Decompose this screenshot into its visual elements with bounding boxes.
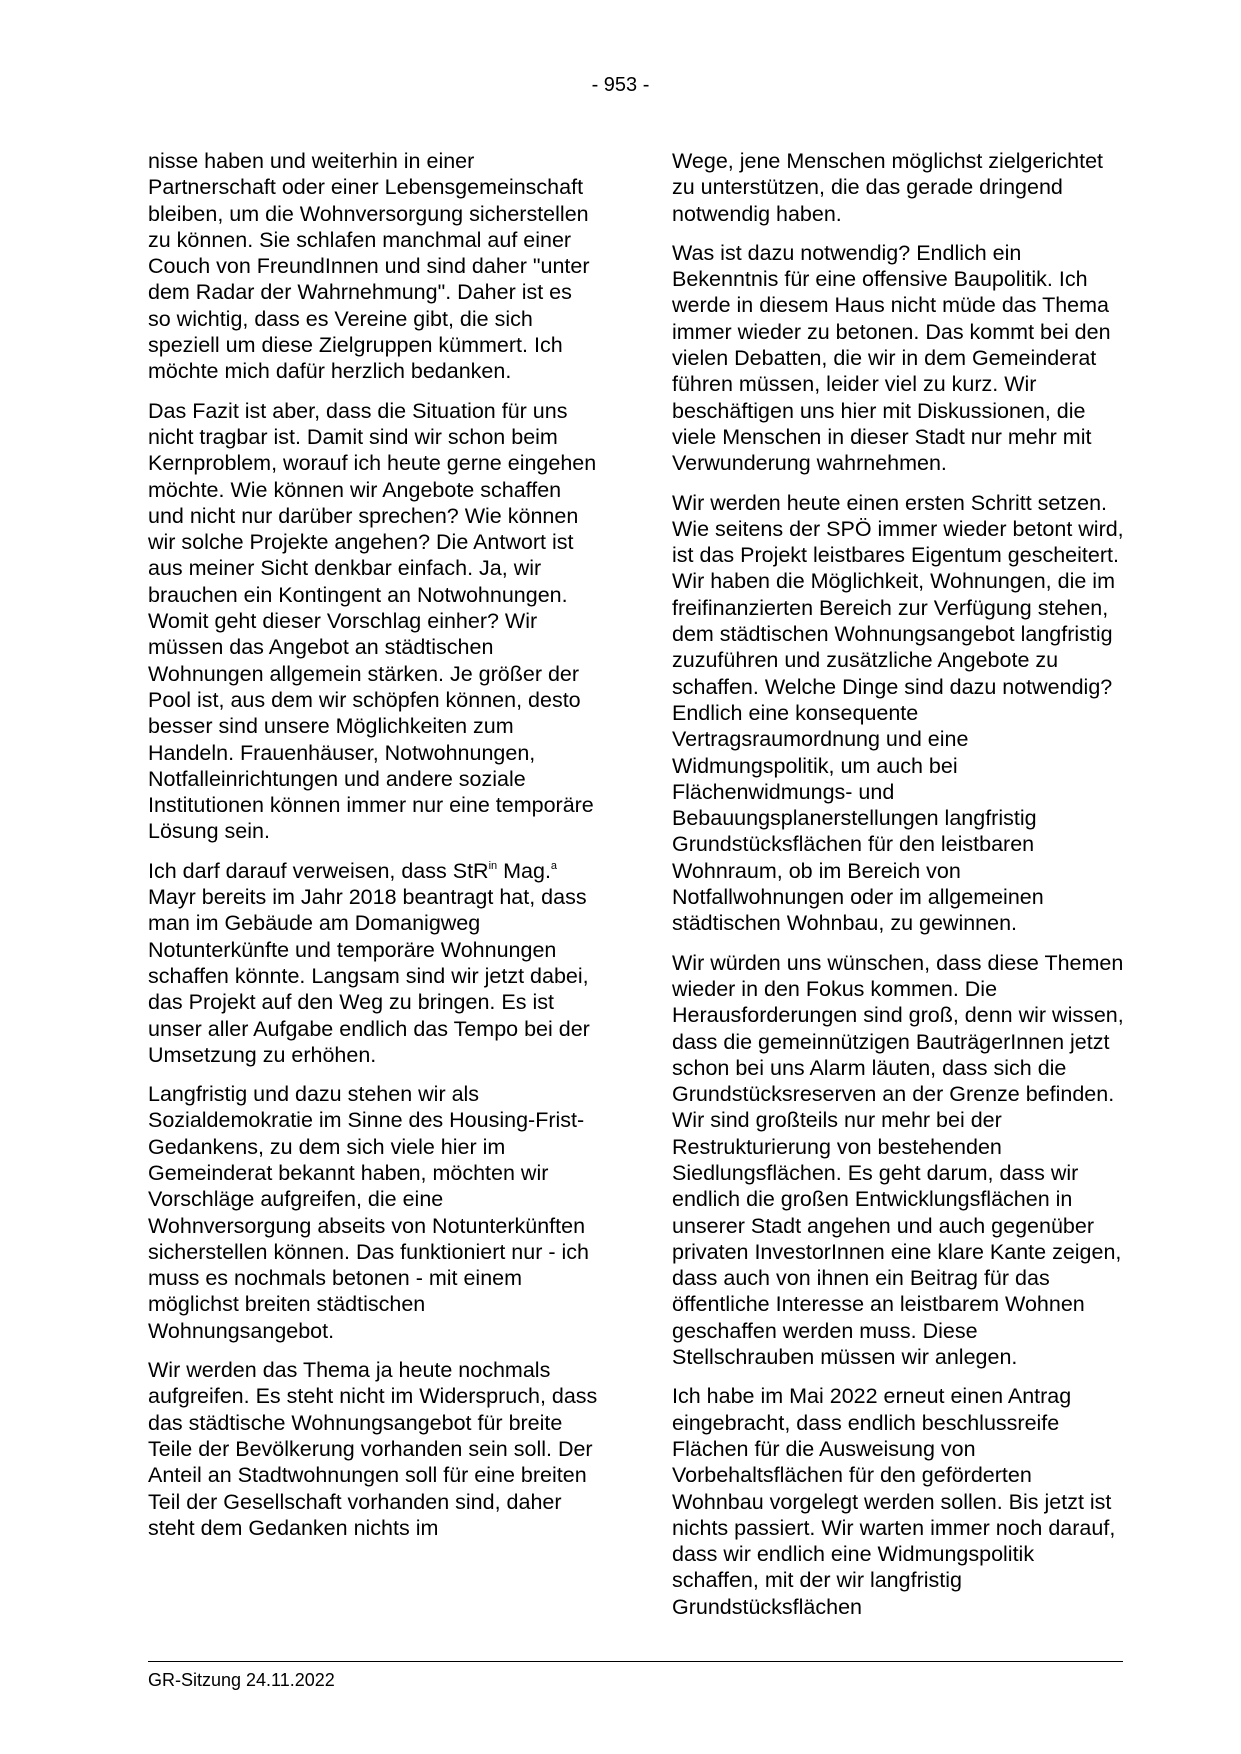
superscript: a xyxy=(550,859,558,872)
paragraph: Was ist dazu notwendig? Endlich ein Bekenntnis für eine offensive Baupolitik. Ich werde in diesem Haus nicht müde das Thema immer wieder zu betonen. Das kommt bei den vielen Debatten, die wir in dem Gemeinderat führen müssen, leider viel zu kurz. Wir beschäftigen uns hier mit Diskussionen, die viele Menschen in dieser Stadt nur mehr mit Verwunderung wahrnehmen. xyxy=(672,240,1111,476)
left-column xyxy=(148,148,598,1554)
paragraph: Ich habe im Mai 2022 erneut einen Antrag eingebracht, dass endlich beschlussreife Flächen für die Ausweisung von Vorbehaltsflächen für den geförderten Wohnbau vorgelegt werden sollen. Bis jetzt ist nichts passiert. Wir warten immer noch darauf, dass wir endlich eine Widmungspolitik schaffen, mit der wir langfristig Grundstücksflächen xyxy=(672,1384,1116,1619)
footer-divider xyxy=(148,1661,1123,1662)
superscript: in xyxy=(488,859,498,872)
paragraph: Wir würden uns wünschen, dass diese Themen wieder in den Fokus kommen. Die Herausforderungen sind groß, denn wir wissen, dass die gemeinnützigen BauträgerInnen jetzt schon bei uns Alarm läuten, dass sich die Grundstücksreserven an der Grenze befinden. Wir sind großteils nur mehr bei der Restrukturierung von bestehenden Siedlungsflächen. Es geht darum, dass wir endlich die großen Entwicklungsflächen in unserer Stadt angehen und auch gegenüber privaten InvestorInnen eine klare Kante zeigen, dass auch von ihnen ein Beitrag für das öffentliche Interesse an leistbarem Wohnen geschaffen werden muss. Diese Stellschrauben müssen wir anlegen. xyxy=(672,950,1124,1370)
paragraph xyxy=(148,858,598,1068)
paragraph: Wir werden heute einen ersten Schritt setzen. Wie seitens der SPÖ immer wieder betont wird, ist das Projekt leistbares Eigentum gescheitert. Wir haben die Möglichkeit, Wohnungen, die im freifinanzierten Bereich zur Verfügung stehen, dem städtischen Wohnungsangebot langfristig zuzuführen und zusätzliche Angebote zu schaffen. Welche Dinge sind dazu notwendig? Endlich eine konsequente Vertragsraumordnung und eine Widmungspolitik, um auch bei Flächenwidmungs- und Bebauungsplanerstellungen langfristig Grundstücksflächen für den leistbaren Wohnraum, ob im Bereich von Notfallwohnungen oder im allgemeinen städtischen Wohnbau, zu gewinnen. xyxy=(672,490,1124,936)
page-number: - 953 - xyxy=(591,74,650,96)
paragraph: Wege, jene Menschen möglichst zielgerichtet zu unterstützen, die das gerade dringend notwendig haben. xyxy=(672,149,1104,226)
text-run: Mag. xyxy=(497,858,551,883)
paragraph: nisse haben und weiterhin in einer Partnerschaft oder einer Lebensgemeinschaft bleiben, um die Wohnversorgung sicherstellen zu können. Sie schlafen manchmal auf einer Couch von FreundInnen und sind daher "unter dem Radar der Wahrnehmung". Daher ist es so wichtig, dass es Vereine gibt, die sich speziell um diese Zielgruppen kümmert. Ich möchte mich dafür herzlich bedanken. xyxy=(148,149,590,384)
paragraph: Langfristig und dazu stehen wir als Sozialdemokratie im Sinne des Housing-Frist-Gedankens, zu dem sich viele hier im Gemeinderat bekannt haben, möchten wir Vorschläge aufgreifen, die eine Wohnversorgung abseits von Notunterkünften sicherstellen können. Das funktioniert nur - ich muss es nochmals betonen - mit einem möglichst breiten städtischen Wohnungsangebot. xyxy=(148,1082,589,1343)
text-run: Ich darf darauf verweisen, dass StR xyxy=(148,858,489,883)
paragraph: Das Fazit ist aber, dass die Situation für uns nicht tragbar ist. Damit sind wir schon beim Kernproblem, worauf ich heute gerne eingehen möchte. Wie können wir Angebote schaffen und nicht nur darüber sprechen? Wie können wir solche Projekte angehen? Die Antwort ist aus meiner Sicht denkbar einfach. Ja, wir brauchen ein Kontingent an Notwohnungen. Womit geht dieser Vorschlag einher? Wir müssen das Angebot an städtischen Wohnungen allgemein stärken. Je größer der Pool ist, aus dem wir schöpfen können, desto besser sind unsere Möglichkeiten zum Handeln. Frauenhäuser, Notwohnungen, Notfalleinrichtungen und andere soziale Institutionen können immer nur eine temporäre Lösung sein. xyxy=(148,398,597,844)
footer-session-date: GR-Sitzung 24.11.2022 xyxy=(148,1670,335,1690)
paragraph: Wir werden das Thema ja heute nochmals aufgreifen. Es steht nicht im Widerspruch, dass das städtische Wohnungsangebot für breite Teile der Bevölkerung vorhanden sein soll. Der Anteil an Stadtwohnungen soll für eine breiten Teil der Gesellschaft vorhanden sind, daher steht dem Gedanken nichts im xyxy=(148,1358,598,1540)
text-run: Mayr bereits im Jahr 2018 beantragt hat, dass man im Gebäude am Domanigweg Notunterkünfte und temporäre Wohnungen schaffen könnte. Langsam sind wir jetzt dabei, das Projekt auf den Weg zu bringen. Es ist unser aller Aufgabe endlich das Tempo bei der Umsetzung zu erhöhen. xyxy=(148,885,590,1067)
right-column xyxy=(672,148,1124,1633)
